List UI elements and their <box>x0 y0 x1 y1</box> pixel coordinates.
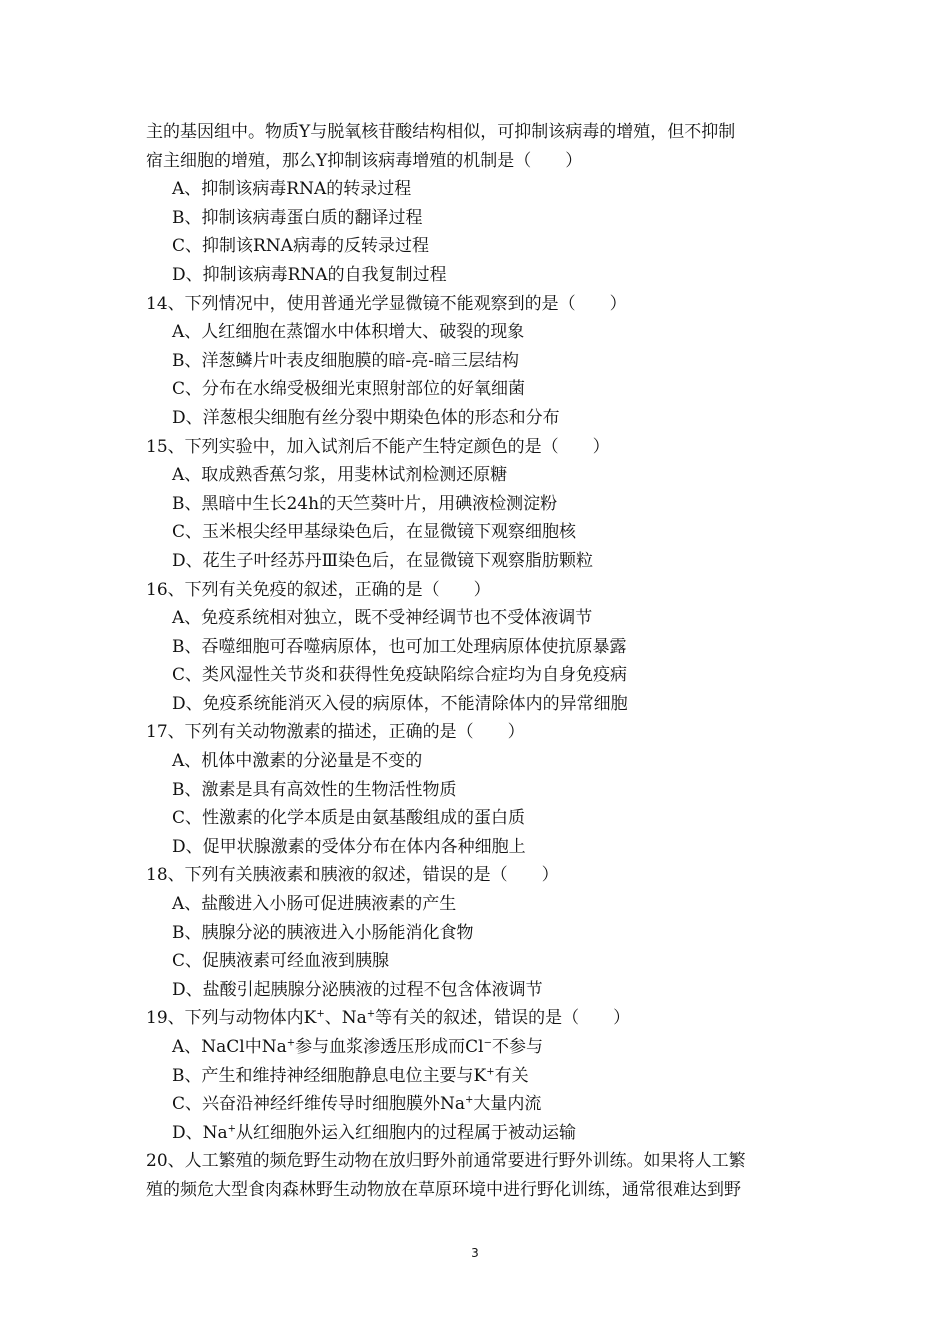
q17-stem: 17、下列有关动物激素的描述，正确的是（ ） <box>146 722 525 743</box>
q19-option-b <box>146 1062 816 1091</box>
q14-stem: 14、下列情况中，使用普通光学显微镜不能观察到的是（ ） <box>146 293 627 314</box>
q19-b-sup: + <box>486 1065 495 1077</box>
q19-a-sup-2: − <box>483 1037 492 1049</box>
q13-continuation-line-2: 宿主细胞的增殖，那么Y抑制该病毒增殖的机制是（ ） <box>146 150 583 171</box>
q13-option-c: C、抑制该RNA病毒的反转录过程 <box>172 236 429 257</box>
q13-option-b: B、抑制该病毒蛋白质的翻译过程 <box>172 207 423 228</box>
q15-option-d: D、花生子叶经苏丹Ⅲ染色后，在显微镜下观察脂肪颗粒 <box>172 550 594 571</box>
q15-option-c: C、玉米根尖经甲基绿染色后，在显微镜下观察细胞核 <box>172 522 577 543</box>
q19-a-text-2: 参与血浆渗透压形成而Cl <box>295 1037 484 1057</box>
q19-a-sup-1: + <box>286 1037 296 1049</box>
q13-continuation-line-1: 主的基因组中。物质Y与脱氧核苷酸结构相似，可抑制该病毒的增殖，但不抑制 <box>146 122 736 142</box>
q15-option-a: A、取成熟香蕉匀浆，用斐林试剂检测还原糖 <box>172 465 508 486</box>
q18-option-d: D、盐酸引起胰腺分泌胰液的过程不包含体液调节 <box>172 979 543 1000</box>
page-content <box>146 118 816 1205</box>
q19-b-text-1: B、产生和维持神经细胞静息电位主要与K <box>172 1065 487 1086</box>
q19-c-sup: + <box>465 1094 474 1106</box>
page-number: 3 <box>471 1246 479 1260</box>
q18-option-c: C、促胰液素可经血液到胰腺 <box>172 951 390 972</box>
q18-stem: 18、下列有关胰液素和胰液的叙述，错误的是（ ） <box>146 865 559 886</box>
q18-option-a: A、盐酸进入小肠可促进胰液素的产生 <box>172 894 457 915</box>
q19-a-text-3: 不参与 <box>491 1037 543 1057</box>
q19-c-text-2: 大量内流 <box>473 1094 542 1115</box>
q19-stem-sup-2: + <box>366 1008 376 1020</box>
q19-stem-text-3: 等有关的叙述，错误的是（ ） <box>375 1008 631 1029</box>
q19-c-text-1: C、兴奋沿神经纤维传导时细胞膜外Na <box>172 1094 466 1115</box>
q19-stem-text-2: 、Na <box>324 1008 367 1029</box>
q16-option-a: A、免疫系统相对独立，既不受神经调节也不受体液调节 <box>172 608 593 629</box>
q19-stem <box>146 1004 816 1033</box>
q14-option-d: D、洋葱根尖细胞有丝分裂中期染色体的形态和分布 <box>172 407 560 428</box>
q15-option-b: B、黑暗中生长24h的天竺葵叶片，用碘液检测淀粉 <box>172 493 558 514</box>
q19-b-text-2: 有关 <box>494 1065 529 1086</box>
q19-a-text-1: A、NaCl中Na <box>172 1037 287 1057</box>
q14-option-b: B、洋葱鳞片叶表皮细胞膜的暗-亮-暗三层结构 <box>172 350 519 371</box>
q19-d-text-1: D、Na <box>172 1122 228 1143</box>
q14-option-c: C、分布在水绵受极细光束照射部位的好氧细菌 <box>172 379 526 400</box>
q19-option-d <box>146 1119 816 1148</box>
q19-stem-text-1: 19、下列与动物体内K <box>146 1008 317 1029</box>
q19-d-text-2: 从红细胞外运入红细胞内的过程属于被动运输 <box>236 1122 577 1143</box>
q14-option-a: A、人红细胞在蒸馏水中体积增大、破裂的现象 <box>172 322 525 343</box>
q16-option-b: B、吞噬细胞可吞噬病原体，也可加工处理病原体使抗原暴露 <box>172 636 627 657</box>
q20-stem-line-1: 20、人工繁殖的频危野生动物在放归野外前通常要进行野外训练。如果将人工繁 <box>146 1151 746 1172</box>
q19-option-c <box>146 1090 816 1119</box>
q17-option-c: C、性激素的化学本质是由氨基酸组成的蛋白质 <box>172 808 526 829</box>
q19-d-sup: + <box>227 1123 237 1135</box>
q15-stem: 15、下列实验中，加入试剂后不能产生特定颜色的是（ ） <box>146 436 610 457</box>
q17-option-a: A、机体中激素的分泌量是不变的 <box>172 751 423 772</box>
q18-option-b: B、胰腺分泌的胰液进入小肠能消化食物 <box>172 922 474 943</box>
q19-stem-sup-1: + <box>316 1008 325 1020</box>
q13-option-d: D、抑制该病毒RNA的自我复制过程 <box>172 264 447 285</box>
q17-option-b: B、激素是具有高效性的生物活性物质 <box>172 779 457 800</box>
q17-option-d: D、促甲状腺激素的受体分布在体内各种细胞上 <box>172 836 526 857</box>
q20-stem-line-2: 殖的频危大型食肉森林野生动物放在草原环境中进行野化训练，通常很难达到野 <box>146 1179 741 1200</box>
q16-option-c: C、类风湿性关节炎和获得性免疫缺陷综合症均为自身免疫病 <box>172 665 628 686</box>
q13-option-a: A、抑制该病毒RNA的转录过程 <box>172 179 412 200</box>
q16-option-d: D、免疫系统能消灭入侵的病原体，不能清除体内的异常细胞 <box>172 693 628 714</box>
q16-stem: 16、下列有关免疫的叙述，正确的是（ ） <box>146 579 491 600</box>
q19-option-a <box>146 1033 816 1062</box>
